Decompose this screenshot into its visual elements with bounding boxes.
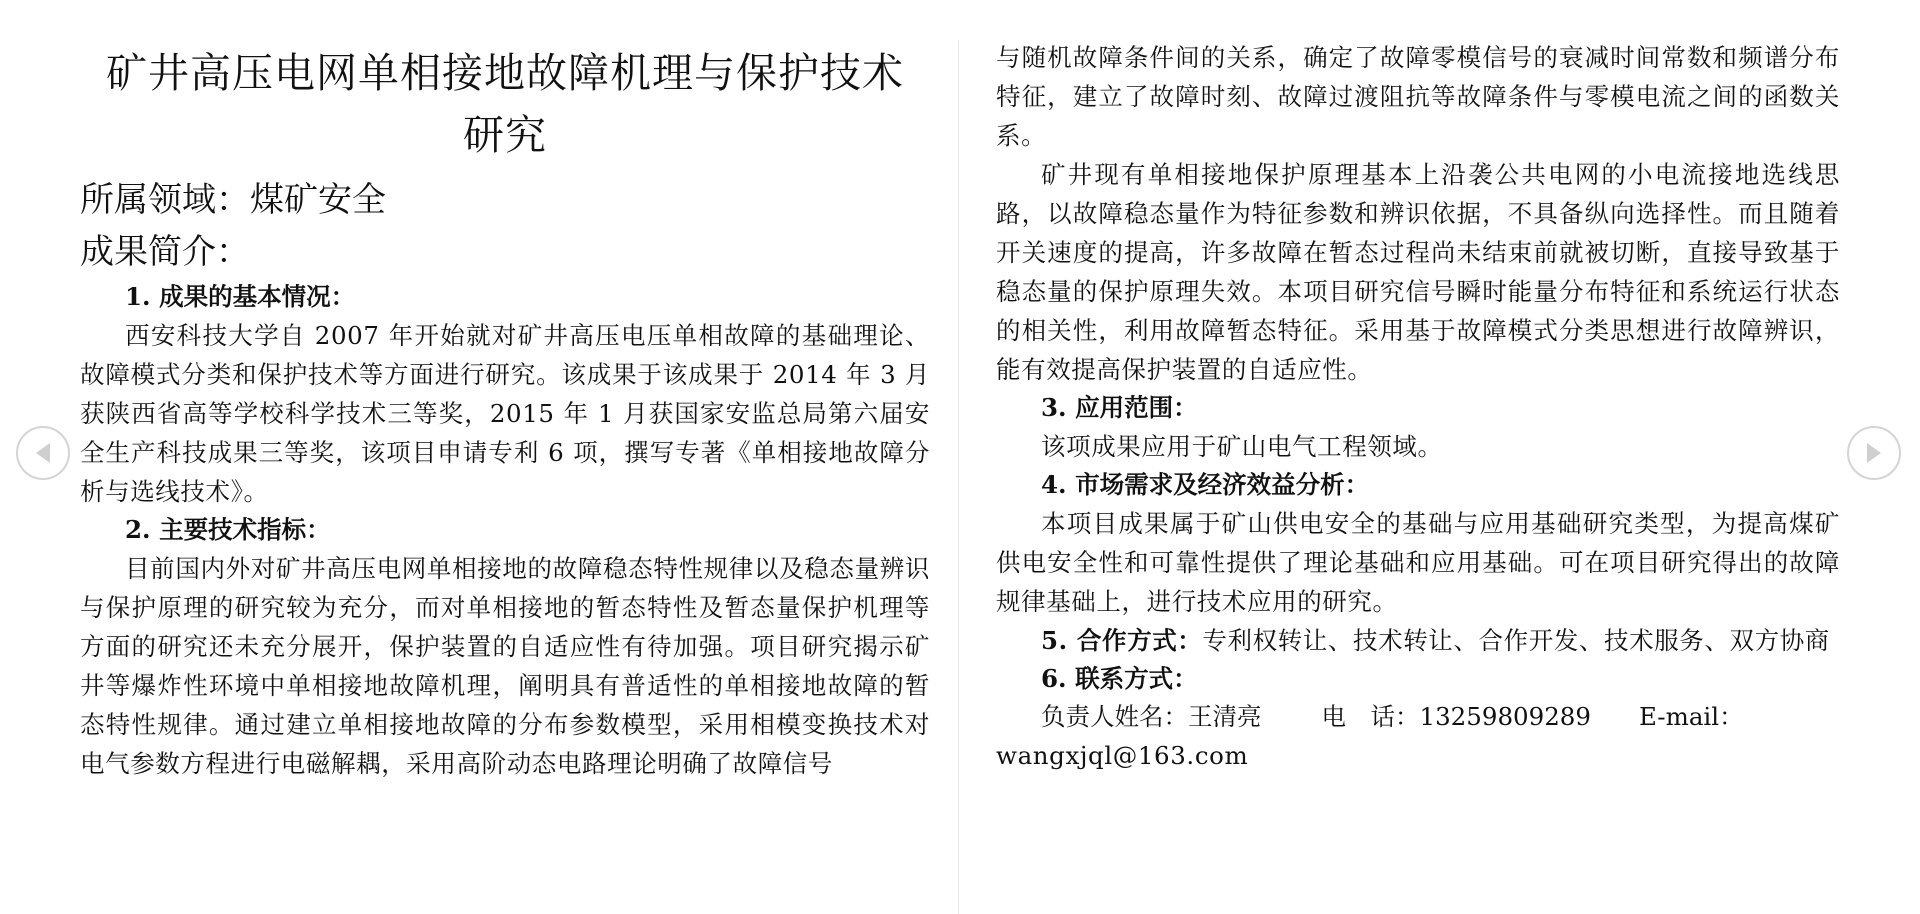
contact-name-label: 负责人姓名： <box>1041 702 1188 731</box>
paragraph-tech-indicators-3: 矿井现有单相接地保护原理基本上沿袭公共电网的小电流接地选线思路，以故障稳态量作为特征参数和辨识依据，不具备纵向选择性。而且随着开关速度的提高，许多故障在暂态过程尚未结束前就被切断，直接导致基于稳态量的保护原理失效。本项目研究信号瞬时能量分布特征和系统运行状态的相关性，利用故障暂态特征。采用基于故障模式分类思想进行故障辨识，能有效提高保护装置的自适应性。 <box>996 160 1840 384</box>
document-page-left <box>80 0 930 914</box>
paragraph-market: 本项目成果属于矿山供电安全的基础与应用基础研究类型，为提高煤矿供电安全性和可靠性提供了理论基础和应用基础。可在项目研究得出的故障规律基础上，进行技术应用的研究。 <box>996 509 1840 616</box>
contact-email-label: E-mail： <box>1638 702 1744 731</box>
summary-heading: 成果简介： <box>80 232 250 272</box>
section-heading-market: 4. 市场需求及经济效益分析： <box>1041 470 1370 499</box>
paragraph-tech-indicators-1: 目前国内外对矿井高压电网单相接地的故障稳态特性规律以及稳态量辨识与保护原理的研究较为充分，而对单相接地的暂态特性及暂态量保护机理等方面的研究还未充分展开，保护装置的自适应性有待加强。项目研究揭示矿井等爆炸性环境中单相接地故障机理，阐明具有普适性的单相接地故障的暂态特性规律。通过建立单相接地故障的分布参数模型，采用相模变换技术对电气参数方程进行电磁解耦，采用高阶动态电路理论明确了故障信号 <box>80 554 930 778</box>
contact-line <box>996 698 1840 736</box>
paragraph-basic-info: 西安科技大学自 2007 年开始就对矿井高压电压单相故障的基础理论、故障模式分类和保护技术等方面进行研究。该成果于该成果于 2014 年 3 月获陕西省高等学校科学技术三等奖，2015 年 1 月获国家安监总局第六届安全生产科技成果三等奖，该项目申请专利 6 项，撰写专著《单相接地故障分析与选线技术》。 <box>80 321 930 506</box>
section-heading-application: 3. 应用范围： <box>1041 393 1198 422</box>
cooperation-line <box>996 621 1840 660</box>
contact-phone-label: 电 话： <box>1321 702 1420 731</box>
contact-email: wangxjql@163.com <box>996 741 1249 770</box>
document-title: 矿井高压电网单相接地故障机理与保护技术研究 <box>106 49 904 159</box>
next-page-button[interactable] <box>1847 426 1901 480</box>
document-page-right <box>960 0 1840 914</box>
section-heading-basic-info: 1. 成果的基本情况： <box>125 282 356 311</box>
contact-phone: 13259809289 <box>1419 702 1591 731</box>
section-heading-tech-indicators: 2. 主要技术指标： <box>125 515 331 544</box>
chevron-right-icon <box>1863 441 1885 465</box>
field-line: 所属领域：煤矿安全 <box>80 180 386 220</box>
contact-name: 王清亮 <box>1188 702 1262 731</box>
page-divider <box>958 40 959 914</box>
paragraph-tech-indicators-2: 与随机故障条件间的关系，确定了故障零模信号的衰减时间常数和频谱分布特征，建立了故障时刻、故障过渡阻抗等故障条件与零模电流之间的函数关系。 <box>996 43 1840 150</box>
chevron-left-icon <box>32 441 54 465</box>
prev-page-button[interactable] <box>16 426 70 480</box>
cooperation-text: 专利权转让、技术转让、合作开发、技术服务、双方协商 <box>1202 626 1830 655</box>
section-heading-contact: 6. 联系方式： <box>1041 664 1198 693</box>
paragraph-application: 该项成果应用于矿山电气工程领域。 <box>1041 432 1443 461</box>
section-heading-cooperation: 5. 合作方式： <box>1041 626 1203 655</box>
